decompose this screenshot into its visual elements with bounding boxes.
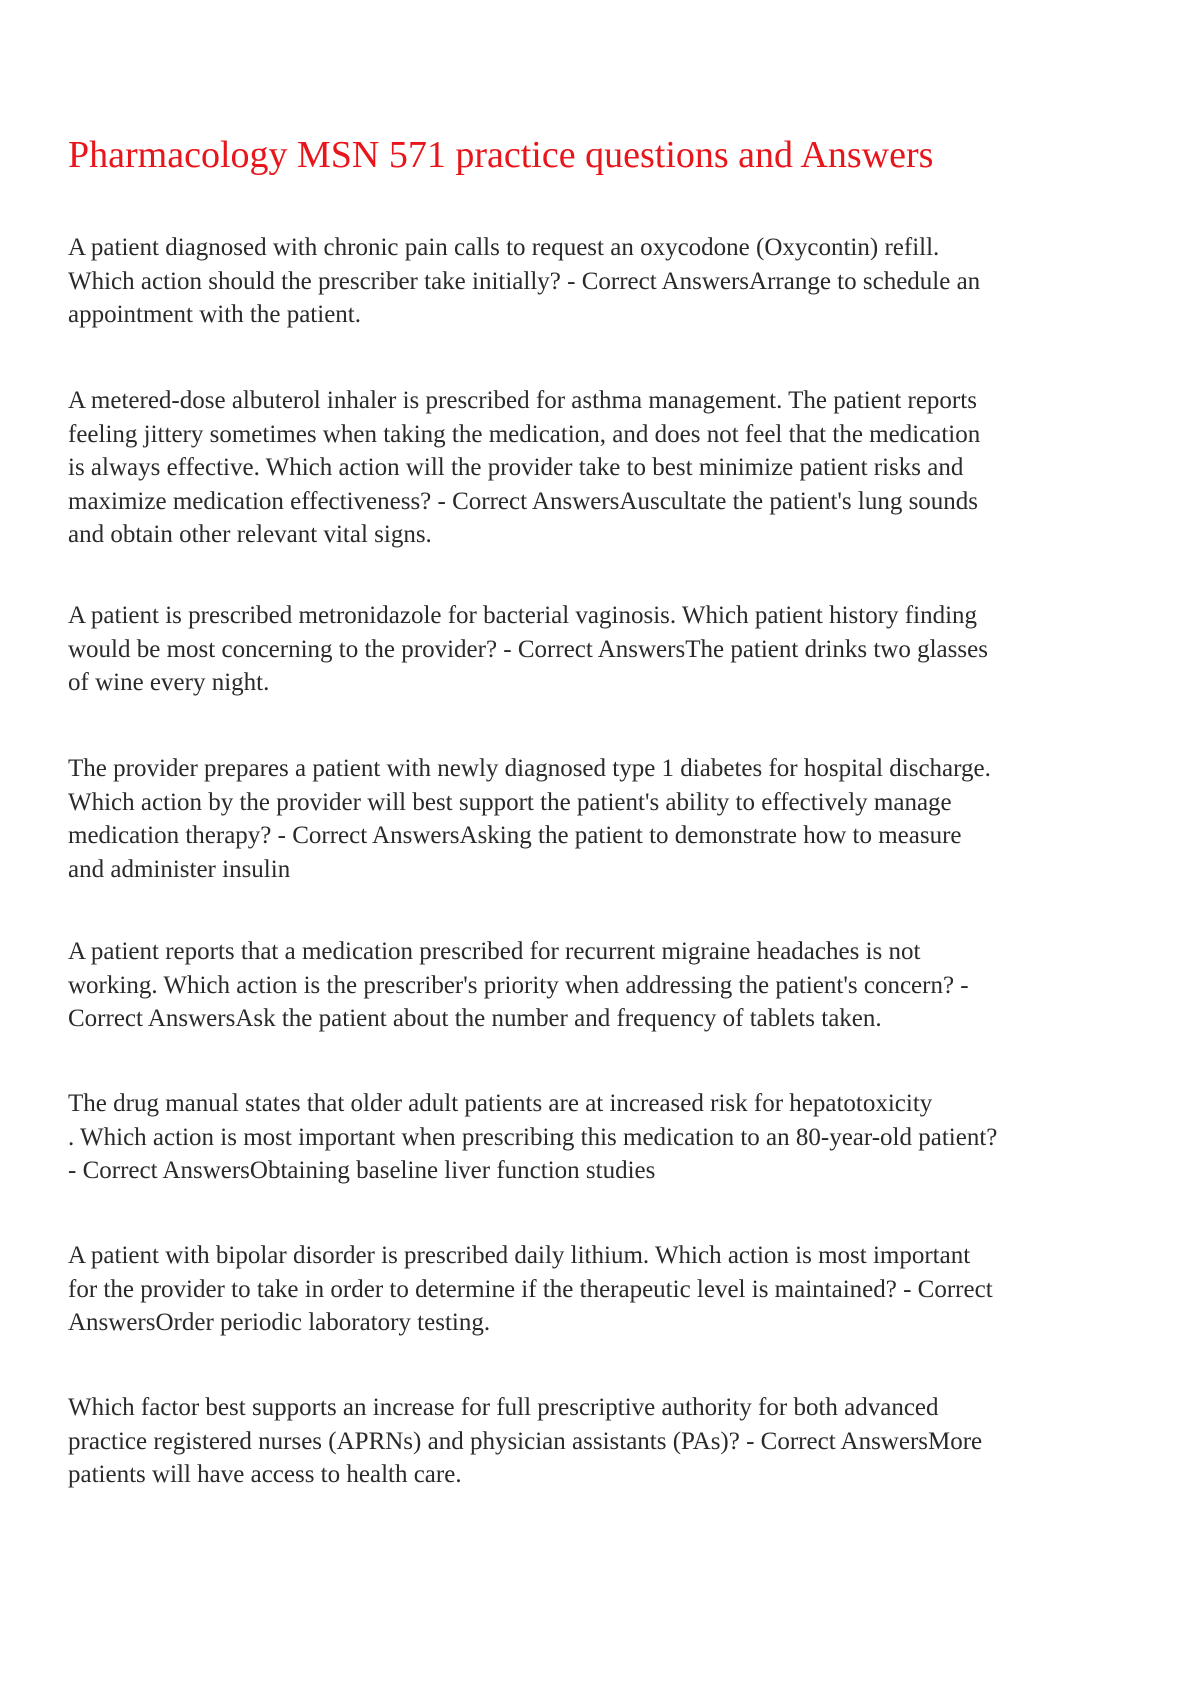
qa-item: The provider prepares a patient with newly diagnosed type 1 diabetes for hospital discharge. Which action by the provider will best support the patient's ability to effectively manage medication therapy? - Correct AnswersAsking the patient to demonstrate how to measure and administer insulin — [68, 755, 991, 883]
qa-item: A patient is prescribed metronidazole for bacterial vaginosis. Which patient history finding would be most concerning to the provider? - Correct AnswersThe patient drinks two glasses of wine every night. — [68, 602, 988, 696]
qa-item: Which factor best supports an increase for full prescriptive authority for both advanced practice registered nurses (APRNs) and physician assistants (PAs)? - Correct AnswersMore patients will have access to health care. — [68, 1394, 983, 1488]
document-title: Pharmacology MSN 571 practice questions and Answers — [68, 134, 934, 176]
qa-item: The drug manual states that older adult patients are at increased risk for hepatotoxicity . Which action is most important when prescribing this medication to an 80-year-old patient? - Correct AnswersObtaining baseline liver function studies — [68, 1090, 998, 1184]
qa-item: A patient reports that a medication prescribed for recurrent migraine headaches is not working. Which action is the prescriber's priority when addressing the patient's concern? - Correct AnswersAsk the patient about the number and frequency of tablets taken. — [68, 938, 969, 1032]
qa-item: A metered-dose albuterol inhaler is prescribed for asthma management. The patient reports feeling jittery sometimes when taking the medication, and does not feel that the medication is always effective. Which action will the provider take to best minimize patient risks and maximize medication effectiveness? - Correct AnswersAuscultate the patient's lung sounds and obtain other relevant vital signs. — [68, 387, 981, 548]
qa-item: A patient diagnosed with chronic pain calls to request an oxycodone (Oxycontin) refill. Which action should the prescriber take initially? - Correct AnswersArrange to schedule an appointment with the patient. — [68, 234, 981, 328]
qa-item: A patient with bipolar disorder is prescribed daily lithium. Which action is most important for the provider to take in order to determine if the therapeutic level is maintained? - Correct AnswersOrder periodic laboratory testing. — [68, 1242, 993, 1336]
